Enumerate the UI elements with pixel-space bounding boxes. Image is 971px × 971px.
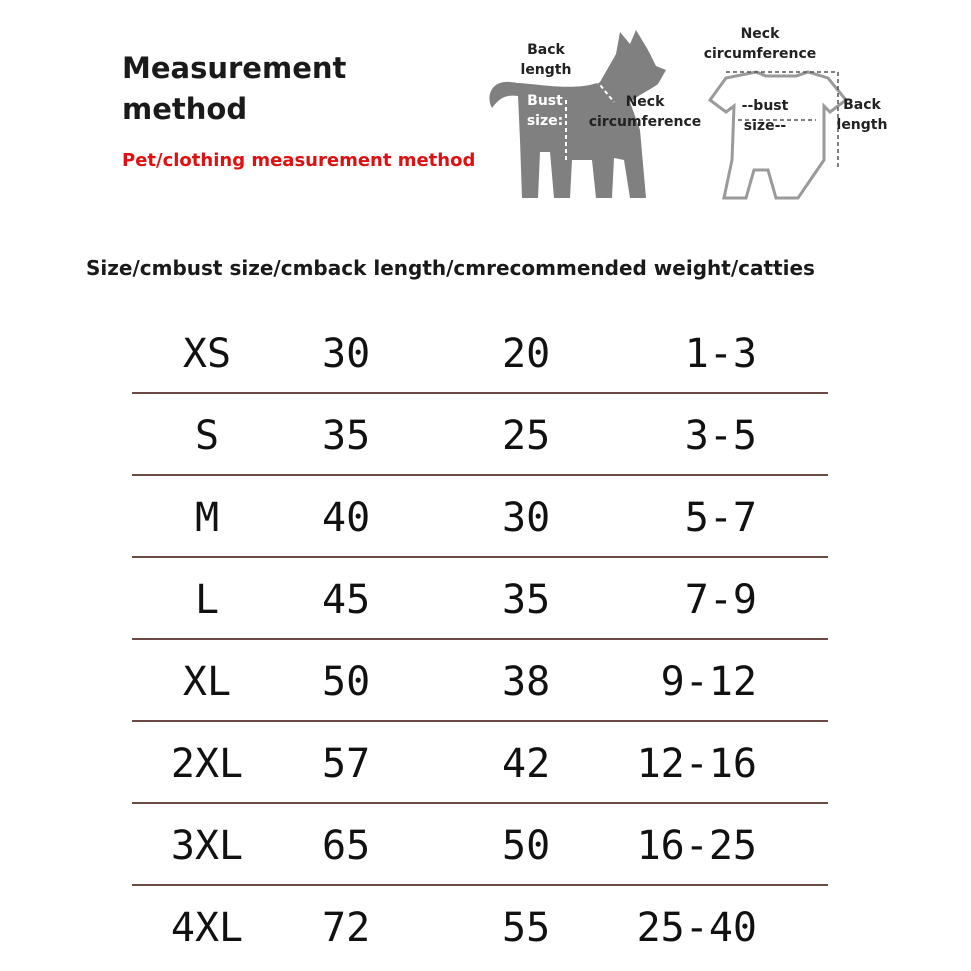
table-row xyxy=(132,558,828,640)
cell-back-length: 25 xyxy=(502,413,551,459)
cell-bust: 50 xyxy=(322,659,371,705)
header-size: Size/cm xyxy=(86,256,173,280)
cell-bust: 35 xyxy=(322,413,371,459)
cell-back-length: 50 xyxy=(502,823,551,869)
header-weight: recommended weight/catties xyxy=(486,256,815,280)
header-back-length: back length/cm xyxy=(313,256,487,280)
cell-back-length: 35 xyxy=(502,577,551,623)
cell-weight: 3-5 xyxy=(684,413,757,459)
cell-weight: 5-7 xyxy=(684,495,757,541)
table-row xyxy=(132,476,828,558)
cell-back-length: 20 xyxy=(502,331,551,377)
cell-weight: 25-40 xyxy=(636,905,757,951)
cell-back-length: 42 xyxy=(502,741,551,787)
cell-size: 3XL xyxy=(170,823,244,869)
cell-weight: 1-3 xyxy=(684,331,757,377)
table-row xyxy=(132,722,828,804)
table-row xyxy=(132,312,828,394)
cell-weight: 9-12 xyxy=(660,659,757,705)
shirt-measurement-figure xyxy=(686,20,896,205)
dog-back-length-label: Back length xyxy=(520,42,572,78)
title-line-2: method xyxy=(122,92,248,126)
cell-bust: 72 xyxy=(322,905,371,951)
header-bust: bust size/cm xyxy=(172,256,314,280)
table-row xyxy=(132,886,828,966)
cell-size: 4XL xyxy=(170,905,244,951)
title-line-1: Measurement xyxy=(122,51,347,85)
shirt-bust-label: --bust size-- xyxy=(741,98,789,134)
cell-back-length: 38 xyxy=(502,659,551,705)
cell-back-length: 55 xyxy=(502,905,551,951)
cell-back-length: 30 xyxy=(502,495,551,541)
cell-size: M xyxy=(194,495,220,541)
shirt-neck-label: Neck circumference xyxy=(703,26,817,62)
page-subtitle: Pet/clothing measurement method xyxy=(122,150,476,171)
cell-weight: 16-25 xyxy=(636,823,757,869)
cell-bust: 65 xyxy=(322,823,371,869)
table-row xyxy=(132,640,828,722)
cell-weight: 12-16 xyxy=(636,741,757,787)
table-row xyxy=(132,804,828,886)
table-row xyxy=(132,394,828,476)
dog-bust-size-label: Bust size: xyxy=(526,93,564,129)
cell-bust: 30 xyxy=(322,331,371,377)
cell-bust: 57 xyxy=(322,741,371,787)
cell-size: L xyxy=(194,577,220,623)
dog-measurement-figure xyxy=(480,20,700,205)
cell-size: 2XL xyxy=(170,741,244,787)
page-title xyxy=(122,48,346,130)
shirt-back-length-label: Back length xyxy=(836,97,888,133)
cell-weight: 7-9 xyxy=(684,577,757,623)
cell-bust: 40 xyxy=(322,495,371,541)
cell-bust: 45 xyxy=(322,577,371,623)
cell-size: XS xyxy=(182,331,232,377)
dog-neck-label: Neck circumference xyxy=(588,94,702,130)
cell-size: XL xyxy=(182,659,232,705)
cell-size: S xyxy=(194,413,220,459)
size-table xyxy=(132,312,828,966)
table-header xyxy=(86,256,886,280)
